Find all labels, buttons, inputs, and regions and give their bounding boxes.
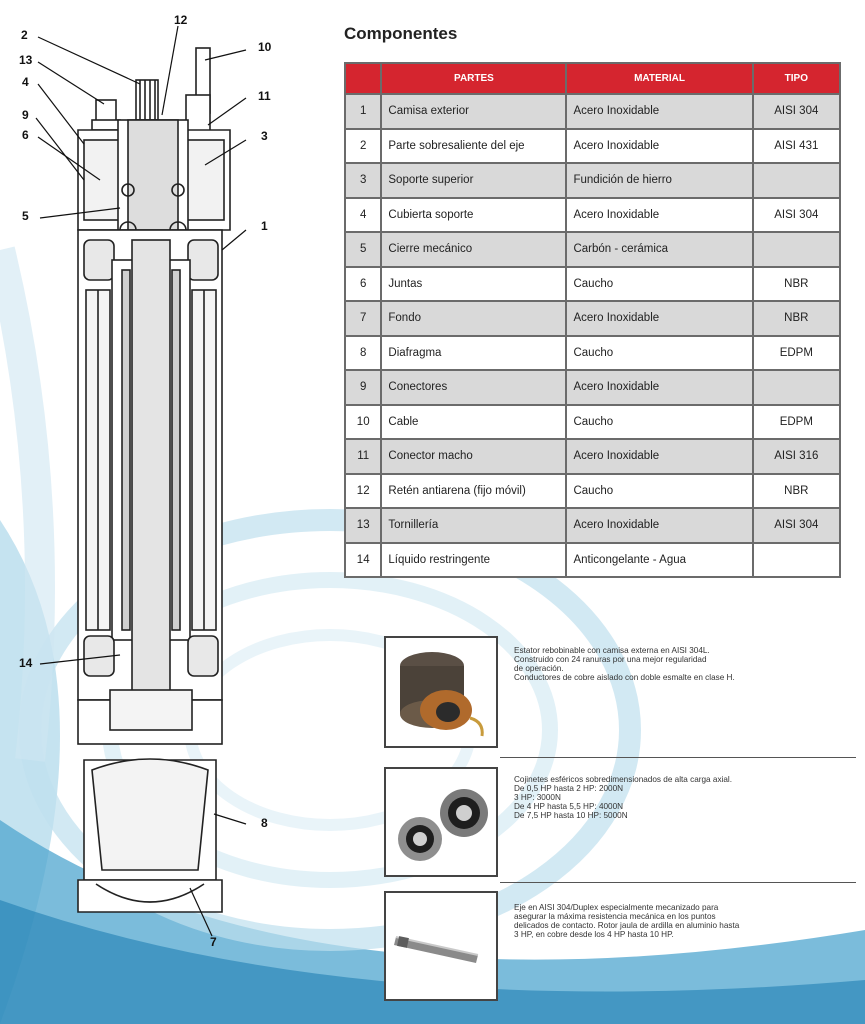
callout-8: 8: [261, 816, 268, 830]
cell-material: Caucho: [566, 405, 752, 440]
pump-cross-section-diagram: [0, 0, 330, 1024]
table-row: [345, 405, 840, 440]
cell-tipo: [753, 543, 840, 578]
cell-num: 9: [345, 370, 381, 405]
cell-tipo: AISI 431: [753, 129, 840, 164]
cell-num: 8: [345, 336, 381, 371]
cell-material: Caucho: [566, 474, 752, 509]
cell-num: 3: [345, 163, 381, 198]
components-table: [344, 62, 841, 578]
cell-tipo: AISI 304: [753, 198, 840, 233]
cell-material: Carbón - cerámica: [566, 232, 752, 267]
cell-num: 11: [345, 439, 381, 474]
cell-material: Fundición de hierro: [566, 163, 752, 198]
cell-num: 7: [345, 301, 381, 336]
table-row: [345, 94, 840, 129]
header-material: MATERIAL: [566, 63, 752, 94]
table-row: [345, 508, 840, 543]
table-row: [345, 198, 840, 233]
cell-num: 12: [345, 474, 381, 509]
cell-part: Tornillería: [381, 508, 566, 543]
cell-part: Juntas: [381, 267, 566, 302]
feature-stator-text: Estator rebobinable con camisa externa en AISI 304L. Construido con 24 ranuras por una mejor regularidad de operación. Conductores de cobre aislado con doble esmalte en clase H.: [514, 646, 735, 682]
callout-9: 9: [22, 108, 29, 122]
cell-tipo: EDPM: [753, 405, 840, 440]
callout-13: 13: [19, 53, 33, 67]
callout-10: 10: [258, 40, 272, 54]
callout-6: 6: [22, 128, 29, 142]
cell-tipo: [753, 370, 840, 405]
cell-tipo: [753, 232, 840, 267]
cell-num: 4: [345, 198, 381, 233]
cell-material: Acero Inoxidable: [566, 301, 752, 336]
table-row: [345, 232, 840, 267]
header-partes: PARTES: [381, 63, 566, 94]
cell-num: 10: [345, 405, 381, 440]
cell-tipo: AISI 304: [753, 94, 840, 129]
cell-material: Caucho: [566, 336, 752, 371]
page-title: Componentes: [344, 24, 458, 43]
callout-3: 3: [261, 129, 268, 143]
cell-material: Acero Inoxidable: [566, 198, 752, 233]
table-row: [345, 336, 840, 371]
cell-material: Acero Inoxidable: [566, 508, 752, 543]
cell-part: Fondo: [381, 301, 566, 336]
callout-14: 14: [19, 656, 33, 670]
table-row: [345, 543, 840, 578]
cell-material: Anticongelante - Agua: [566, 543, 752, 578]
callout-7: 7: [210, 935, 217, 949]
cell-material: Caucho: [566, 267, 752, 302]
stator-icon: [384, 636, 498, 748]
table-row: [345, 439, 840, 474]
cell-material: Acero Inoxidable: [566, 439, 752, 474]
header-num: [345, 63, 381, 94]
cell-part: Diafragma: [381, 336, 566, 371]
cell-num: 5: [345, 232, 381, 267]
cell-material: Acero Inoxidable: [566, 370, 752, 405]
cell-part: Camisa exterior: [381, 94, 566, 129]
cell-tipo: EDPM: [753, 336, 840, 371]
cell-num: 1: [345, 94, 381, 129]
table-row: [345, 163, 840, 198]
feature-bearings-text: Cojinetes esféricos sobredimensionados de alta carga axial. De 0,5 HP hasta 2 HP: 2000N 3 HP: 3000N De 4 HP hasta 5,5 HP: 4000N De 7,5 HP hasta 10 HP: 5000N: [514, 775, 733, 820]
cell-num: 14: [345, 543, 381, 578]
cell-tipo: NBR: [753, 301, 840, 336]
header-tipo: TIPO: [753, 63, 840, 94]
cell-tipo: [753, 163, 840, 198]
cell-tipo: AISI 304: [753, 508, 840, 543]
callout-1: 1: [261, 219, 268, 233]
bottom-shape: [78, 880, 222, 912]
cell-num: 13: [345, 508, 381, 543]
table-row: [345, 474, 840, 509]
callout-12: 12: [174, 13, 188, 27]
cell-part: Líquido restringente: [381, 543, 566, 578]
table-row: [345, 301, 840, 336]
cell-part: Parte sobresaliente del eje: [381, 129, 566, 164]
table-row: [345, 129, 840, 164]
cell-part: Cubierta soporte: [381, 198, 566, 233]
cell-material: Acero Inoxidable: [566, 94, 752, 129]
cell-part: Retén antiarena (fijo móvil): [381, 474, 566, 509]
bearings-icon: [384, 767, 498, 877]
table-row: [345, 370, 840, 405]
shaft-shape: [132, 240, 170, 740]
divider: [500, 757, 856, 758]
cell-part: Conector macho: [381, 439, 566, 474]
divider: [500, 882, 856, 883]
cell-part: Soporte superior: [381, 163, 566, 198]
table-header-row: [345, 63, 840, 94]
cell-tipo: NBR: [753, 474, 840, 509]
cell-num: 2: [345, 129, 381, 164]
table-row: [345, 267, 840, 302]
cell-material: Acero Inoxidable: [566, 129, 752, 164]
cell-tipo: AISI 316: [753, 439, 840, 474]
cell-part: Cierre mecánico: [381, 232, 566, 267]
callout-5: 5: [22, 209, 29, 223]
cell-part: Conectores: [381, 370, 566, 405]
shaft-icon: [384, 891, 498, 1001]
feature-shaft-text: Eje en AISI 304/Duplex especialmente mecanizado para asegurar la máxima resistencia mecánica en los puntos delicados de contacto. Rotor jaula de ardilla en aluminio hasta 3 HP, en cobre desde los 4 HP hasta 10 HP.: [514, 903, 740, 939]
cell-tipo: NBR: [753, 267, 840, 302]
cell-num: 6: [345, 267, 381, 302]
callout-11: 11: [258, 89, 271, 103]
callout-2: 2: [21, 28, 28, 42]
callout-4: 4: [22, 75, 29, 89]
cell-part: Cable: [381, 405, 566, 440]
